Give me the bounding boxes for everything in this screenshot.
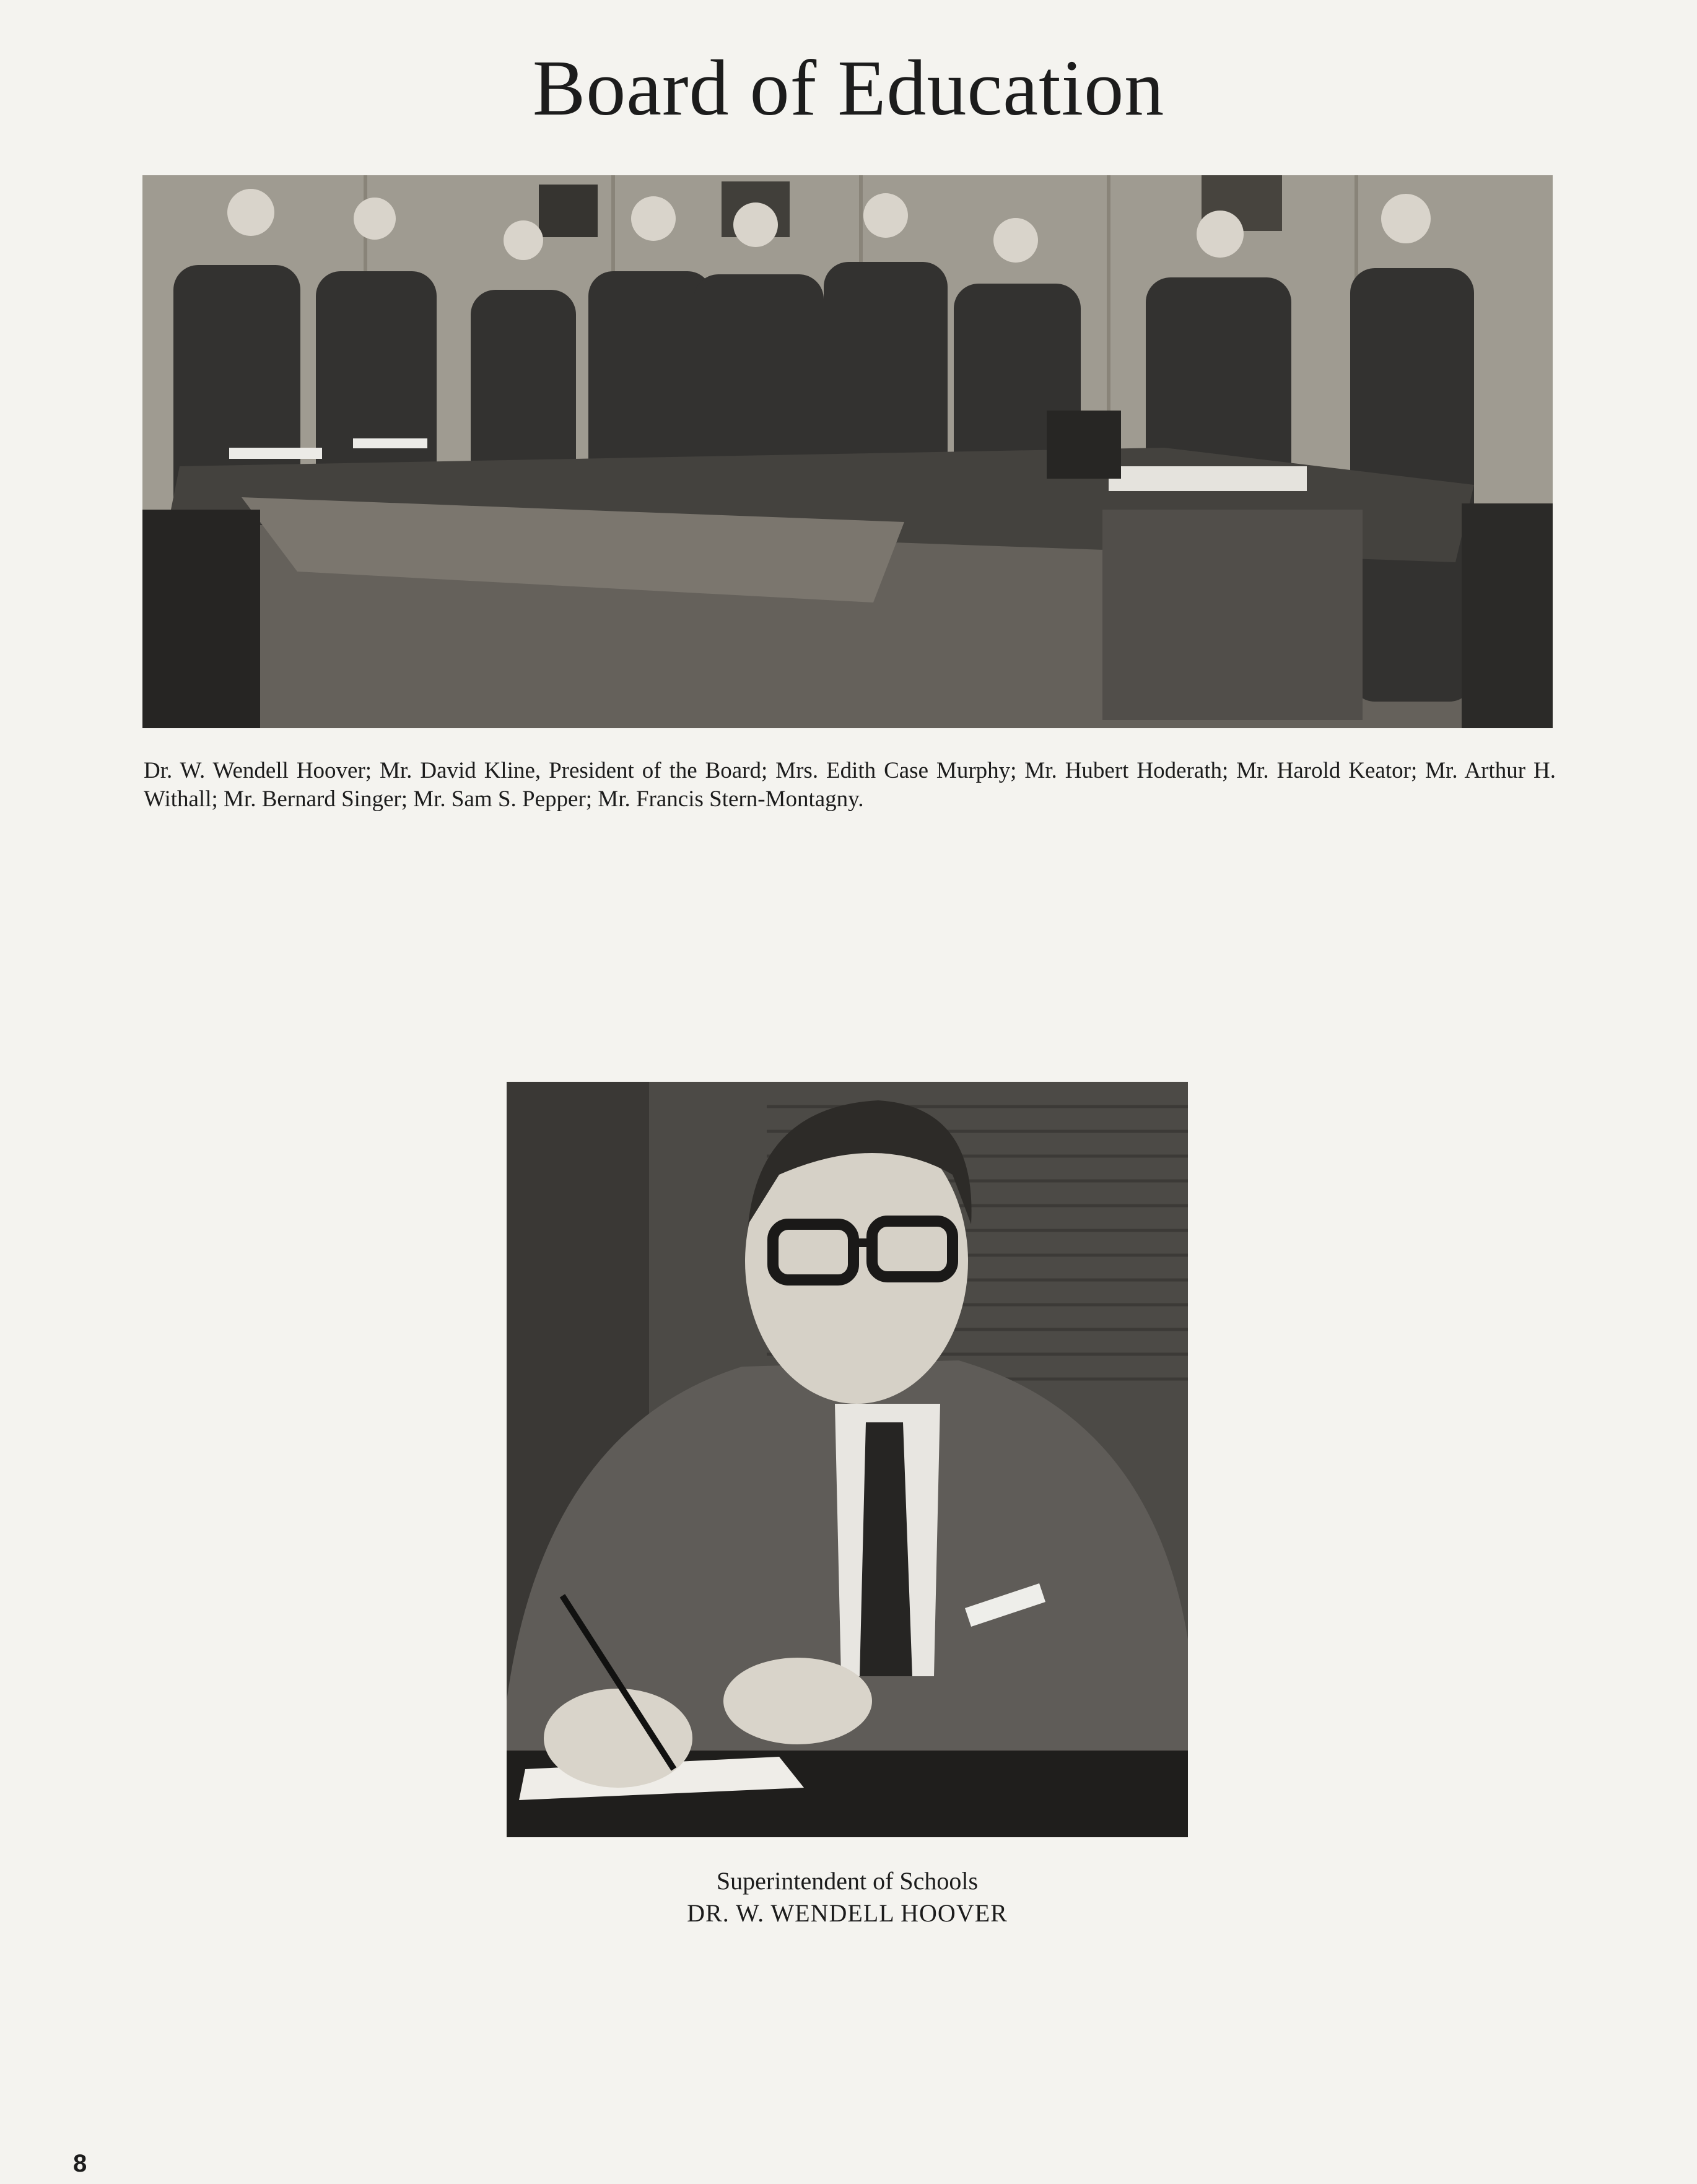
board-group-photo-graphic — [142, 175, 1553, 728]
board-photo-caption: Dr. W. Wendell Hoover; Mr. David Kline, President of the Board; Mrs. Edith Case Murphy; Mr. Hubert Hoderath; Mr. Harold Keator; Mr. Arthur H. Withall; Mr. Bernard Singer; Mr. Sam S. Pepper; Mr. Francis Stern-Montagny. — [144, 758, 1556, 812]
superintendent-name: DR. W. WENDELL HOOVER — [687, 1899, 1008, 1927]
superintendent-portrait-photo — [507, 1082, 1188, 1837]
superintendent-portrait-graphic — [507, 1082, 1188, 1837]
superintendent-title: Superintendent of Schools — [716, 1867, 979, 1895]
page-number: 8 — [73, 2150, 87, 2177]
page-title: Board of Education — [532, 44, 1165, 132]
board-group-photo — [142, 175, 1553, 728]
